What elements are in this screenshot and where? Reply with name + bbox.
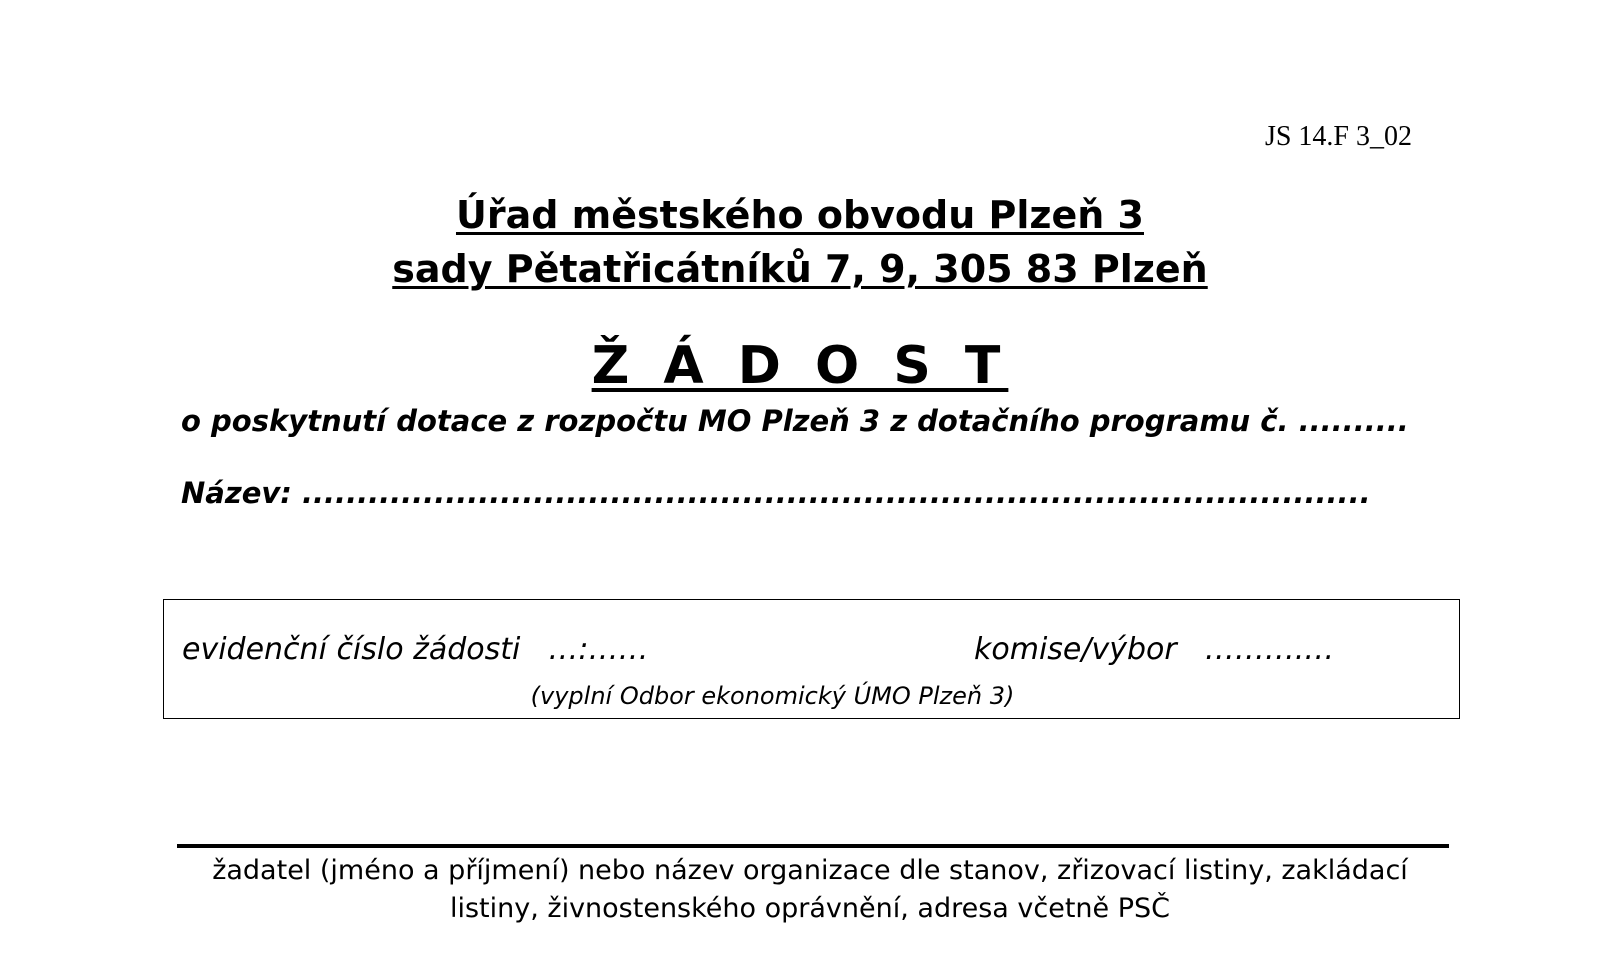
form-code: JS 14.F 3_02	[1264, 121, 1412, 152]
name-field-dots: .................................................................................................	[302, 476, 1371, 510]
document-subtitle: o poskytnutí dotace z rozpočtu MO Plzeň 3 z dotačního programu č. ..........	[181, 404, 1409, 438]
registration-note: (vyplní Odbor ekonomický ÚMO Plzeň 3)	[530, 682, 1015, 710]
name-field-label: Název:	[181, 476, 292, 510]
evidence-number-label: evidenční číslo žádosti	[182, 632, 521, 667]
registration-box	[163, 599, 1460, 719]
office-header	[0, 188, 1600, 296]
evidence-number-field	[182, 632, 649, 668]
applicant-caption	[160, 852, 1460, 928]
committee-field	[974, 632, 1334, 668]
committee-dots: ……….…	[1204, 632, 1335, 667]
document-title-text: Ž Á D O S T	[591, 336, 1009, 396]
committee-label: komise/výbor	[974, 632, 1177, 667]
applicant-signature-line	[177, 844, 1449, 848]
document-title	[0, 338, 1600, 395]
office-name: Úřad městského obvodu Plzeň 3	[455, 193, 1144, 237]
name-field	[181, 476, 1371, 511]
applicant-caption-line1: žadatel (jméno a příjmení) nebo název organizace dle stanov, zřizovací listiny, zakládací	[212, 855, 1408, 886]
office-address: sady Pětatřicátníků 7, 9, 305 83 Plzeň	[392, 247, 1208, 291]
applicant-caption-line2: listiny, živnostenského oprávnění, adresa včetně PSČ	[449, 893, 1171, 924]
evidence-number-dots: …:……	[548, 632, 649, 667]
